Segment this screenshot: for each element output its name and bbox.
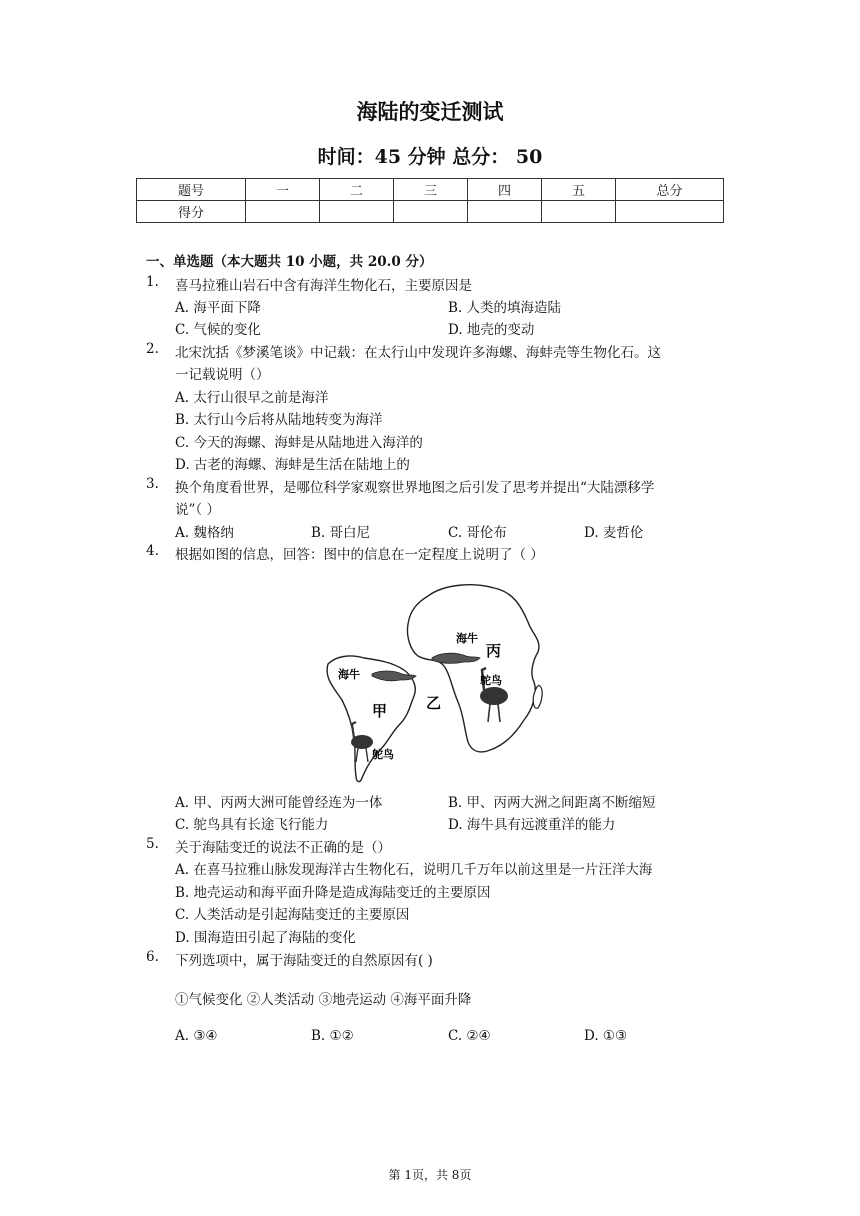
cell: 五 <box>542 179 616 201</box>
option-d: D. 海牛具有远渡重洋的能力 <box>448 817 616 833</box>
option-c: C. 今天的海螺、海蚌是从陆地进入海洋的 <box>175 435 423 451</box>
question-number: 2. <box>146 341 159 357</box>
option-c: C. 人类活动是引起海陆变迁的主要原因 <box>175 907 410 923</box>
option-b: B. ①② <box>311 1028 354 1044</box>
map-label-manatee: 海牛 <box>338 668 360 681</box>
cell <box>320 201 394 223</box>
cell: 题号 <box>137 179 246 201</box>
option-c: C. 哥伦布 <box>448 525 507 541</box>
option-a: A. ③④ <box>175 1028 218 1044</box>
cell: 三 <box>394 179 468 201</box>
continent-map-figure <box>316 578 548 790</box>
option-d: D. 地壳的变动 <box>448 322 535 338</box>
option-c: C. ②④ <box>448 1028 491 1044</box>
option-b: B. 人类的填海造陆 <box>448 300 562 316</box>
question-text: 关于海陆变迁的说法不正确的是（） <box>175 840 391 856</box>
cell <box>542 201 616 223</box>
score-table-header-row <box>137 179 724 201</box>
question-text: 一记载说明（） <box>175 367 270 383</box>
option-b: B. 地壳运动和海平面升降是造成海陆变迁的主要原因 <box>175 885 491 901</box>
score-table-score-row <box>137 201 724 223</box>
option-d: D. 古老的海螺、海蚌是生活在陆地上的 <box>175 457 410 473</box>
map-label-ostrich: 鸵鸟 <box>480 674 502 687</box>
cell: 二 <box>320 179 394 201</box>
question-number: 6. <box>146 949 159 965</box>
page-title: 海陆的变迁测试 <box>356 99 504 124</box>
cell: 总分 <box>616 179 724 201</box>
option-c: C. 气候的变化 <box>175 322 261 338</box>
question-text: 下列选项中，属于海陆变迁的自然原因有( ) <box>175 953 433 969</box>
question-text: 北宋沈括《梦溪笔谈》中记载：在太行山中发现许多海螺、海蚌壳等生物化石。这 <box>175 345 661 361</box>
cell: 得分 <box>137 201 246 223</box>
option-a: A. 海平面下降 <box>175 300 261 316</box>
option-d: D. 围海造田引起了海陆的变化 <box>175 930 356 946</box>
question-text: 喜马拉雅山岩石中含有海洋生物化石，主要原因是 <box>175 278 472 294</box>
option-a: A. 魏格纳 <box>175 525 234 541</box>
map-label-yi: 乙 <box>426 694 442 712</box>
section-heading: 一、单选题（本大题共 10 小题，共 20.0 分） <box>146 254 433 270</box>
option-b: B. 甲、丙两大洲之间距离不断缩短 <box>448 795 656 811</box>
option-b: B. 太行山今后将从陆地转变为海洋 <box>175 412 383 428</box>
cell: 一 <box>246 179 320 201</box>
cell <box>246 201 320 223</box>
cell: 四 <box>468 179 542 201</box>
page-footer: 第 1页，共 8页 <box>388 1168 472 1182</box>
option-d: D. 麦哲伦 <box>584 525 644 541</box>
option-d: D. ①③ <box>584 1028 628 1044</box>
option-a: A. 太行山很早之前是海洋 <box>175 390 329 406</box>
option-a: A. 在喜马拉雅山脉发现海洋古生物化石，说明几千万年以前这里是一片汪洋大海 <box>175 862 653 878</box>
cell <box>394 201 468 223</box>
question-text: 说”（ ） <box>175 502 220 518</box>
question-number: 4. <box>146 543 159 559</box>
question-text: 换个角度看世界，是哪位科学家观察世界地图之后引发了思考并提出“大陆漂移学 <box>175 480 655 496</box>
question-number: 3. <box>146 476 159 492</box>
question-number: 5. <box>146 836 159 852</box>
cell <box>616 201 724 223</box>
option-a: A. 甲、丙两大洲可能曾经连为一体 <box>175 795 383 811</box>
map-label-jia: 甲 <box>372 702 388 720</box>
map-label-manatee: 海牛 <box>456 632 478 645</box>
africa-outline <box>407 585 538 752</box>
score-table <box>136 178 724 223</box>
exam-time-score: 时间：45 分钟 总分： 50 <box>317 146 543 168</box>
question-text: 根据如图的信息，回答：图中的信息在一定程度上说明了（ ） <box>175 547 544 563</box>
question-statements: ①气候变化 ②人类活动 ③地壳运动 ④海平面升降 <box>175 992 472 1008</box>
map-label-bing: 丙 <box>486 642 502 660</box>
option-c: C. 鸵鸟具有长途飞行能力 <box>175 817 329 833</box>
option-b: B. 哥白尼 <box>311 525 371 541</box>
cell <box>468 201 542 223</box>
map-label-ostrich: 鸵鸟 <box>372 748 394 761</box>
question-number: 1. <box>146 274 159 290</box>
